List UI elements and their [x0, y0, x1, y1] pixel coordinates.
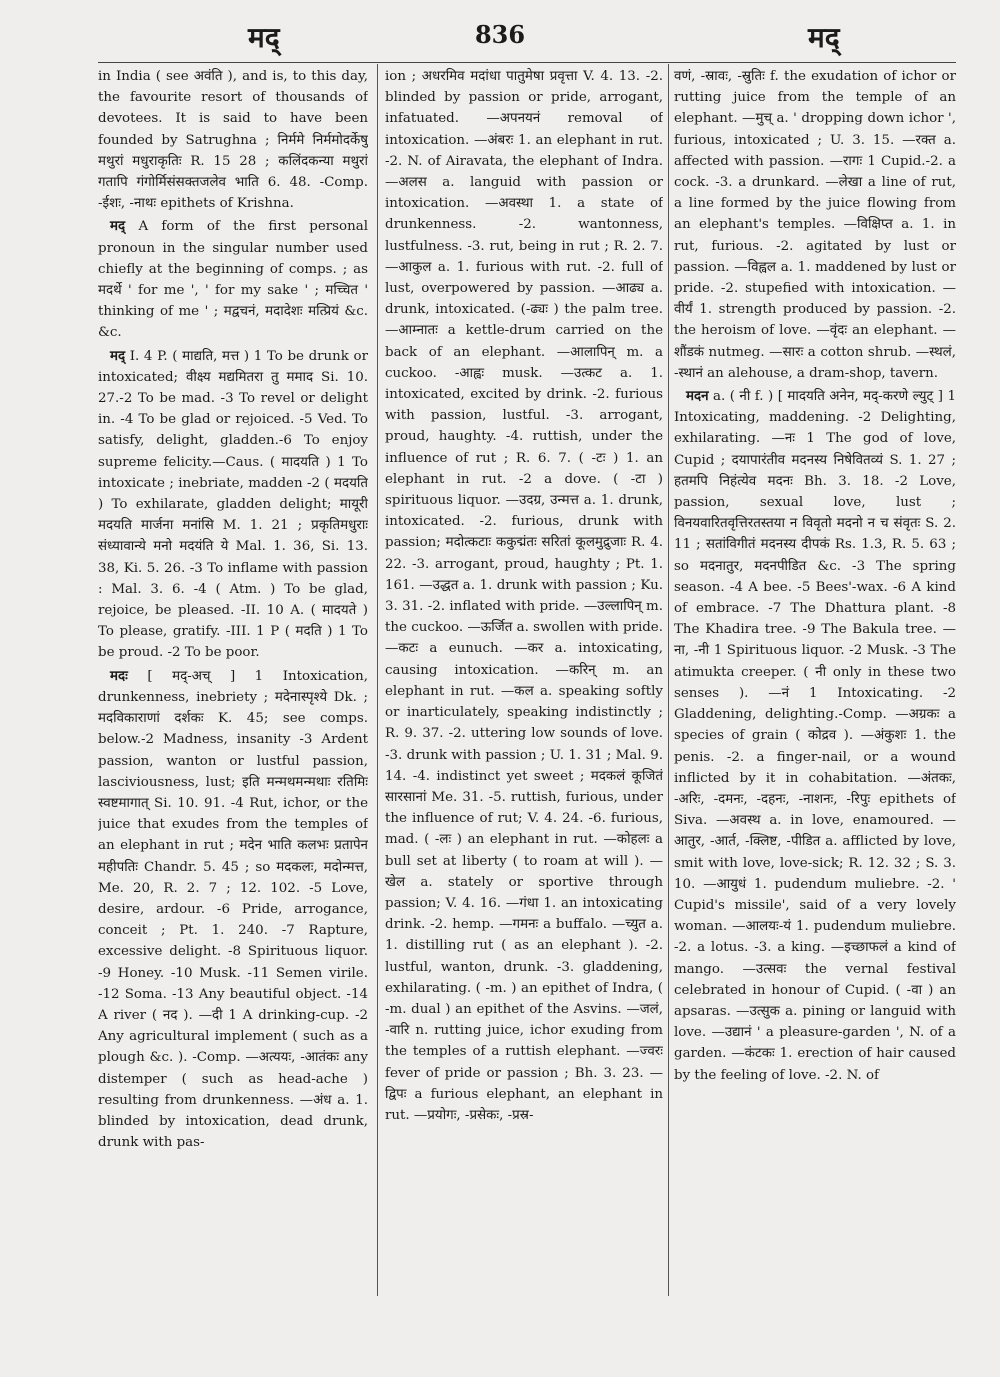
dictionary-entry: [98, 216, 368, 343]
page-number: 836: [474, 20, 526, 49]
entry-text: [ मद्-अच् ] 1 Intoxication, drunkenness, inebriety ; मदेनास्पृश्ये Dk. ; मदविकाराणां दर्शकः K. 45; see comps. below.-2 Madness, insanity -3 Ardent passion, wanton or lustful passion, lasciviousness, lust; इति मन्मथमन्मथाः रतिमिः स्वष्टमागात् Si. 10. 91. -4 Rut, ichor, or the juice that exudes from the temples of an elephant in rut ; मदेन भाति कलभः प्रतापेन महीपतिः Chandr. 5. 45 ; so मदकलः, मदोन्मत्त, Me. 20, R. 2. 7 ; 12. 102. -5 Love, desire, ardour. -6 Pride, arrogance, conceit ; Pt. 1. 240. -7 Rapture, excessive delight. -8 Spirituous liquor. -9 Honey. -10 Musk. -11 Semen virile. -12 Soma. -13 Any beautiful object. -14 A river ( नद ). —दी 1 A drinking-cup. -2 Any agricultural implement ( such as a plough &c. ). -Comp. —अत्ययः, -आतंकः any distemper ( such as head-ache ) resulting from drunkenness. —अंध a. 1. blinded by intoxication, dead drunk, drunk with pas-: [98, 668, 368, 1151]
dictionary-entry: [98, 666, 368, 1154]
dictionary-entry: [674, 66, 956, 384]
running-head-left: मद्: [248, 21, 280, 54]
dictionary-entry: [674, 386, 956, 1086]
column-divider: [668, 64, 669, 1296]
entry-text: in India ( see अवंति ), and is, to this day, the favourite resort of thousands of devotees. It is said to have been founded by Satrughna ; निर्ममे निर्ममोदर्केषु मथुरां मधुराकृतिः R. 15 28 ; कलिंदकन्या मथुरां गतापि गंगोर्मिसंसक्तजलेव भाति 6. 48. -Comp. -ईशः, -नाथः epithets of Krishna.: [98, 69, 368, 212]
dictionary-entry: [98, 66, 368, 214]
dictionary-entry: [385, 66, 663, 1126]
entry-text: ion ; अधरमिव मदांधा पातुमेषा प्रवृत्ता V. 4. 13. -2. blinded by passion or pride, arrogant, infatuated. —अपनयनं removal of intoxication. —अंबरः 1. an elephant in rut. -2. N. of Airavata, the elephant of Indra. —अलस a. languid with passion or intoxication. —अवस्था 1. a state of drunkenness. -2. wantonness, lustfulness. -3. rut, being in rut ; R. 2. 7. —आकुल a. 1. furious with rut. -2. full of lust, overpowered by passion. —आढ्य a. drunk, intoxicated. (-ढ्यः ) the palm tree. —आम्नातः a kettle-drum carried on the back of an elephant. —आलापिन् m. a cuckoo. -आह्वः musk. —उत्कट a. 1. intoxicated, excited by drink. -2. furious with passion, lustful. -3. arrogant, proud, haughty. -4. ruttish, under the influence of rut ; R. 6. 7. ( -टः ) 1. an elephant in rut. -2 a dove. ( -टा ) spirituous liquor. —उदग्र, उन्मत्त a. 1. drunk, intoxicated. -2. furious, drunk with passion; मदोत्कटाः ककुद्मंतः सरितां कूलमुद्रुजाः R. 4. 22. -3. arrogant, proud, haughty ; Pt. 1. 161. —उद्धत a. 1. drunk with passion ; Ku. 3. 31. -2. inflated with pride. —उल्लापिन् m. the cuckoo. —ऊर्जित a. swollen with pride. —कटः a eunuch. —कर a. intoxicating, causing intoxication. —करिन् m. an elephant in rut. —कल a. speaking softly or inarticulately, speaking indistinctly ; R. 9. 37. -2. uttering low sounds of love. -3. drunk with passion ; U. 1. 31 ; Mal. 9. 14. -4. indistinct yet sweet ; मदकलं कूजितं सारसानां Me. 31. -5. ruttish, furious, under the influence of rut; V. 4. 24. -6. furious, mad. ( -लः ) an elephant in rut. —कोहलः a bull set at liberty ( to roam at will ). —खेल a. stately or sportive through passion; V. 4. 16. —गंधा 1. an intoxicating drink. -2. hemp. —गमनः a buffalo. —च्युत a. 1. distilling rut ( as an elephant ). -2. lustful, wanton, drunk. -3. gladdening, exhilarating. ( -m. ) an epithet of Indra, ( -m. dual ) an epithet of the Asvins. —जलं, -वारि n. rutting juice, ichor exuding from the temples of a ruttish elephant. —ज्वरः fever of pride or passion ; Bh. 3. 23. —द्विपः a furious elephant, an elephant in rut. —प्रयोगः, -प्रसेकः, -प्रस्र-: [385, 69, 663, 1123]
column-2: [385, 66, 663, 1296]
entry-headword: मदन: [686, 388, 709, 405]
entry-headword: मद्: [110, 347, 126, 364]
entry-headword: मदः: [110, 667, 128, 684]
column-1: [98, 66, 368, 1296]
entry-text: वणं, -स्रावः, -स्रुतिः f. the exudation of ichor or rutting juice from the temple of an elephant. —मुच् a. ' dropping down ichor ', furious, intoxicated ; U. 3. 15. —रक्त a. affected with passion. —रागः 1 Cupid.-2. a cock. -3. a drunkard. —लेखा a line of rut, a line formed by the juice flowing from an elephant's temples. —विक्षिप्त a. 1. in rut, furious. -2. agitated by lust or passion. —विह्वल a. 1. maddened by lust or pride. -2. stupefied with intoxication. —वीर्यं 1. strength produced by passion. -2. the heroism of love. —वृंदः an elephant. —शौंडकं nutmeg. —सारः a cotton shrub. —स्थलं, -स्थानं an alehouse, a dram-shop, tavern.: [674, 69, 956, 381]
column-3: [674, 66, 956, 1296]
entry-headword: मद्: [110, 218, 126, 235]
column-divider: [377, 64, 378, 1296]
running-head-right: मद्: [808, 21, 840, 54]
dictionary-entry: [98, 346, 368, 664]
entry-text: I. 4 P. ( माद्यति, मत्त ) 1 To be drunk or intoxicated; वीक्ष्य मद्यमितरा तु ममाद Si. 10. 27.-2 To be mad. -3 To revel or delight in. -4 To be glad or rejoiced. -5 Ved. To satisfy, delight, gladden.-6 To enjoy supreme felicity.—Caus. ( मादयति ) 1 To intoxicate ; inebriate, madden -2 ( मदयति ) To exhilarate, gladden delight; मायूरी मदयति मार्जना मनांसि M. 1. 21 ; प्रकृतिमधुराः संध्यावान्ये मनो मदयंति ये Mal. 1. 36, Si. 13. 38, Ki. 5. 26. -3 To inflame with passion : Mal. 3. 6. -4 ( Atm. ) To be glad, rejoice, be pleased. -II. 10 A. ( मादयते ) To please, gratify. -III. 1 P ( मदति ) 1 To be proud. -2 To be poor.: [98, 348, 368, 661]
entry-text: A form of the first personal pronoun in the singular number used chiefly at the beginning of comps. ; as मदर्थे ' for me ', ' for my sake ' ; मच्चित ' thinking of me ' ; मद्वचनं, मदादेशः मत्प्रियं &c. &c.: [98, 219, 368, 341]
entry-text: a. ( नी f. ) [ मादयति अनेन, मद्-करणे ल्युट् ] 1 Intoxicating, maddening. -2 Delighting, exhilarating. —नः 1 The god of love, Cupid ; दयापारंतीव मदनस्य निषेवितव्यं S. 1. 27 ; हतमपि निहंत्येव मदनः Bh. 3. 18. -2 Love, passion, sexual love, lust ; विनयवारितवृत्तिरतस्तया न विवृतो मदनो न च संवृतः S. 2. 11 ; सतांविगीतं मदनस्य दीपकं Rs. 1.3, R. 5. 63 ; so मदनातुर, मदनपीडित &c. -3 The spring season. -4 A bee. -5 Bees'-wax. -6 A kind of embrace. -7 The Dhattura plant. -8 The Khadira tree. -9 The Bakula tree. —ना, -नी 1 Spirituous liquor. -2 Musk. -3 The atimukta creeper. ( नी only in these two senses ). —नं 1 Intoxicating. -2 Gladdening, delighting.-Comp. —अग्रकः a species of grain ( कोद्रव ). —अंकुशः 1. the penis. -2. a finger-nail, or a wound inflicted by it in cohabitation. —अंतकः, -अरिः, -दमनः, -दहनः, -नाशनः, -रिपुः epithets of Siva. —अवस्थ a. in love, enamoured. —आतुर, -आर्त, -क्लिष्ट, -पीडित a. afflicted by love, smit with love, love-sick; R. 12. 32 ; S. 3. 10. —आयुधं 1. pudendum muliebre. -2. ' Cupid's missile', said of a very lovely woman. —आलयः-यं 1. pudendum muliebre. -2. a lotus. -3. a king. —इच्छाफलं a kind of mango. —उत्सवः the vernal festival celebrated in honour of Cupid. ( -वा ) an apsaras. —उत्सुक a. pining or languid with love. —उद्यानं ' a pleasure-garden ', N. of a garden. —कंटकः 1. erection of hair caused by the feeling of love. -2. N. of: [674, 389, 956, 1083]
header-rule: [98, 62, 956, 63]
